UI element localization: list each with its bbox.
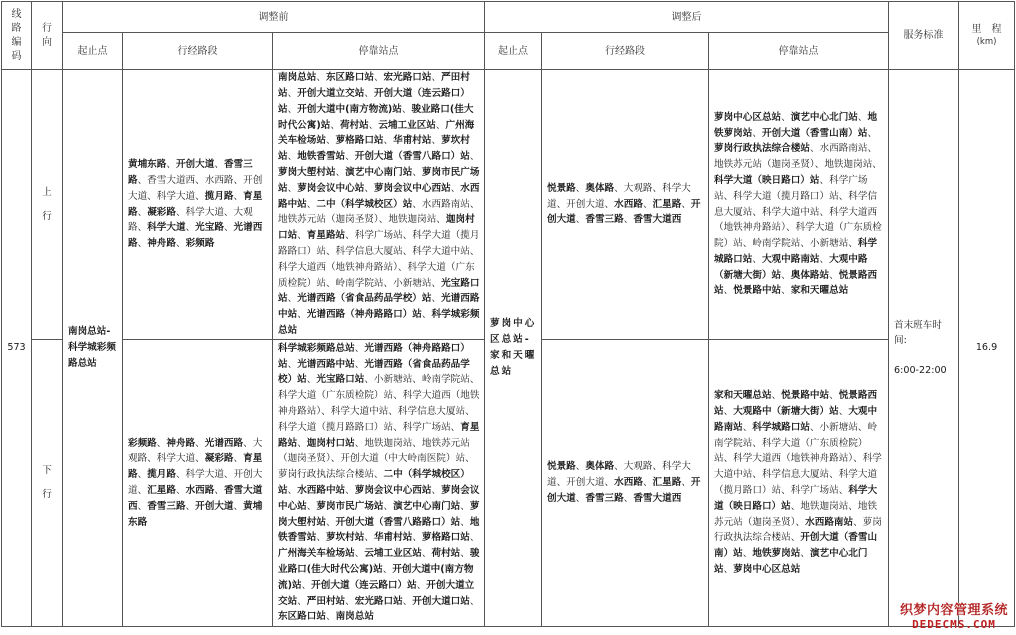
header-before: 调整前 [63,2,485,33]
up-before-stops: 南岗总站、东区路口站、宏光路口站、严田村站、开创大道立交站、开创大道（连云路口）站、开创大道中(南方物流)站、骏业路口(佳大时代公寓)站、荷村站、云埔工业区站、广州海关车检场站、萝格路口站、华甫村站、萝坎村站、地铁香雪站、开创大道（香雪八路口）站、萝岗大塱村站、演艺中心南门站、萝岗市民广场站、萝岗会议中心站、萝岗会议中心西站、水西路中站、二中（科学城校区）站、水西路南站、地铁苏元站（迦岗圣贤）、地铁迦岗站、迦岗村口站、育星路站、科学广场站、科学大道（揽月路路口）站、科学信息大厦站、科学大道中站、科学大道西（地铁神舟路站）、科学大道（广东质检院）站、岭南学院站、小新塘站、光宝路口站、光谱西路（省食品药品学校）站、光谱西路中站、光谱西路（神舟路路口）站、科学城彩频总站 [273,70,485,340]
mileage-cell: 16.9 [959,70,1015,627]
down-before-stops: 科学城彩频路总站、光谱西路（神舟路路口）站、光谱西路中站、光谱西路（省食品药品学校）站、光宝路口站、小新塘站、岭南学院站、科学大道（广东质检院）站、科学大道西（地铁神舟路站）、科学大道中站、科学信息大厦站、科学大道（揽月路路口）站、科学广场站、育星路站、迦岗村口站、地铁迦岗站、地铁苏元站（迦岗圣贤）、开创大道（中大岭南医院）站、萝岗行政执法综合楼站、二中（科学城校区）站、水西路中站、萝岗会议中心西站、萝岗会议中心站、萝岗市民广场站、演艺中心南门站、萝岗大塱村站、开创大道（香雪八路路口）站、地铁香雪站、萝坎村站、华甫村站、萝格路口站、广州海关车检场站、云埔工业区站、荷村站、骏业路口(佳大时代公寓)站、开创大道中(南方物流)站、开创大道（连云路口）站、开创大道立交站、严田村站、宏光路口站、开创大道口站、东区路口站、南岗总站 [273,340,485,627]
header-after-endpoints: 起止点 [485,33,542,70]
after-endpoints-cell: 萝岗中心区总站-家和天曜总站 [485,70,542,627]
header-after-stops: 停靠站点 [709,33,889,70]
service-standard-cell: 首末班车时间: 6:00-22:00 [889,70,959,627]
up-after-path: 悦景路、奥体路、大观路、科学大道、开创大道、水西路、汇星路、开创大道、香雪三路、香雪大道西 [542,70,709,340]
direction-down: 下行 [32,340,63,627]
watermark-en: DEDECMS.COM [912,618,996,631]
header-service: 服务标准 [889,2,959,70]
down-after-path: 悦景路、奥体路、大观路、科学大道、开创大道、水西路、汇星路、开创大道、香雪三路、香雪大道西 [542,340,709,627]
header-route-code: 线路编码 [2,2,32,70]
header-after: 调整后 [485,2,889,33]
watermark-cn: 织梦内容管理系统 [899,603,1008,618]
direction-up: 上行 [32,70,63,340]
header-mileage-label: 里 程 [971,23,1002,35]
header-mileage [959,2,1015,70]
header-direction: 行向 [32,2,63,70]
header-mileage-unit: (km) [976,36,997,47]
route-adjustment-table [1,1,1015,627]
up-before-path: 黄埔东路、开创大道、香雪三路、香雪大道西、水西路、开创大道、科学大道、揽月路、育星路、凝彩路、科学大道、大观路、科学大道、光宝路、光谱西路、神舟路、彩频路 [123,70,273,340]
header-after-path: 行经路段 [542,33,709,70]
down-after-stops: 家和天曜总站、悦景路中站、悦景路西站、大观路中（新塘大街）站、大观中路南站、科学城路口站、小新塘站、岭南学院站、科学大道（广东质检院）站、科学大道西（地铁神舟路站）、科学大道中站、科学信息大厦站、科学大道（揽月路口）站、科学广场站、科学大道（映日路口）站、地铁迦岗站、地铁苏元站（迦岗圣贤）、水西路南站、萝岗行政执法综合楼站、开创大道（香雪山南）站、地铁萝岗站、演艺中心北门站、萝岗中心区总站 [709,340,889,627]
route-code-cell: 573 [2,70,32,627]
before-endpoints-cell: 南岗总站-科学城彩频路总站 [63,70,123,627]
header-before-path: 行经路段 [123,33,273,70]
header-before-endpoints: 起止点 [63,33,123,70]
watermark [900,603,1008,631]
up-after-stops: 萝岗中心区总站、演艺中心北门站、地铁萝岗站、开创大道（香雪山南）站、萝岗行政执法综合楼站、水西路南站、地铁苏元站（迦岗圣贤）、地铁迦岗站、科学大道（映日路口）站、科学广场站、科学大道（揽月路口）站、科学信息大厦站、科学大道中站、科学大道西（地铁神舟路站）、科学大道（广东质检院）站、岭南学院站、小新塘站、科学城路口站、大观中路南站、大观中路（新塘大街）站、奥体路站、悦景路西站、悦景路中站、家和天曜总站 [709,70,889,340]
header-before-stops: 停靠站点 [273,33,485,70]
down-before-path: 彩频路、神舟路、光谱西路、大观路、科学大道、凝彩路、育星路、揽月路、科学大道、开创大道、汇星路、水西路、香雪大道西、香雪三路、开创大道、黄埔东路 [123,340,273,627]
